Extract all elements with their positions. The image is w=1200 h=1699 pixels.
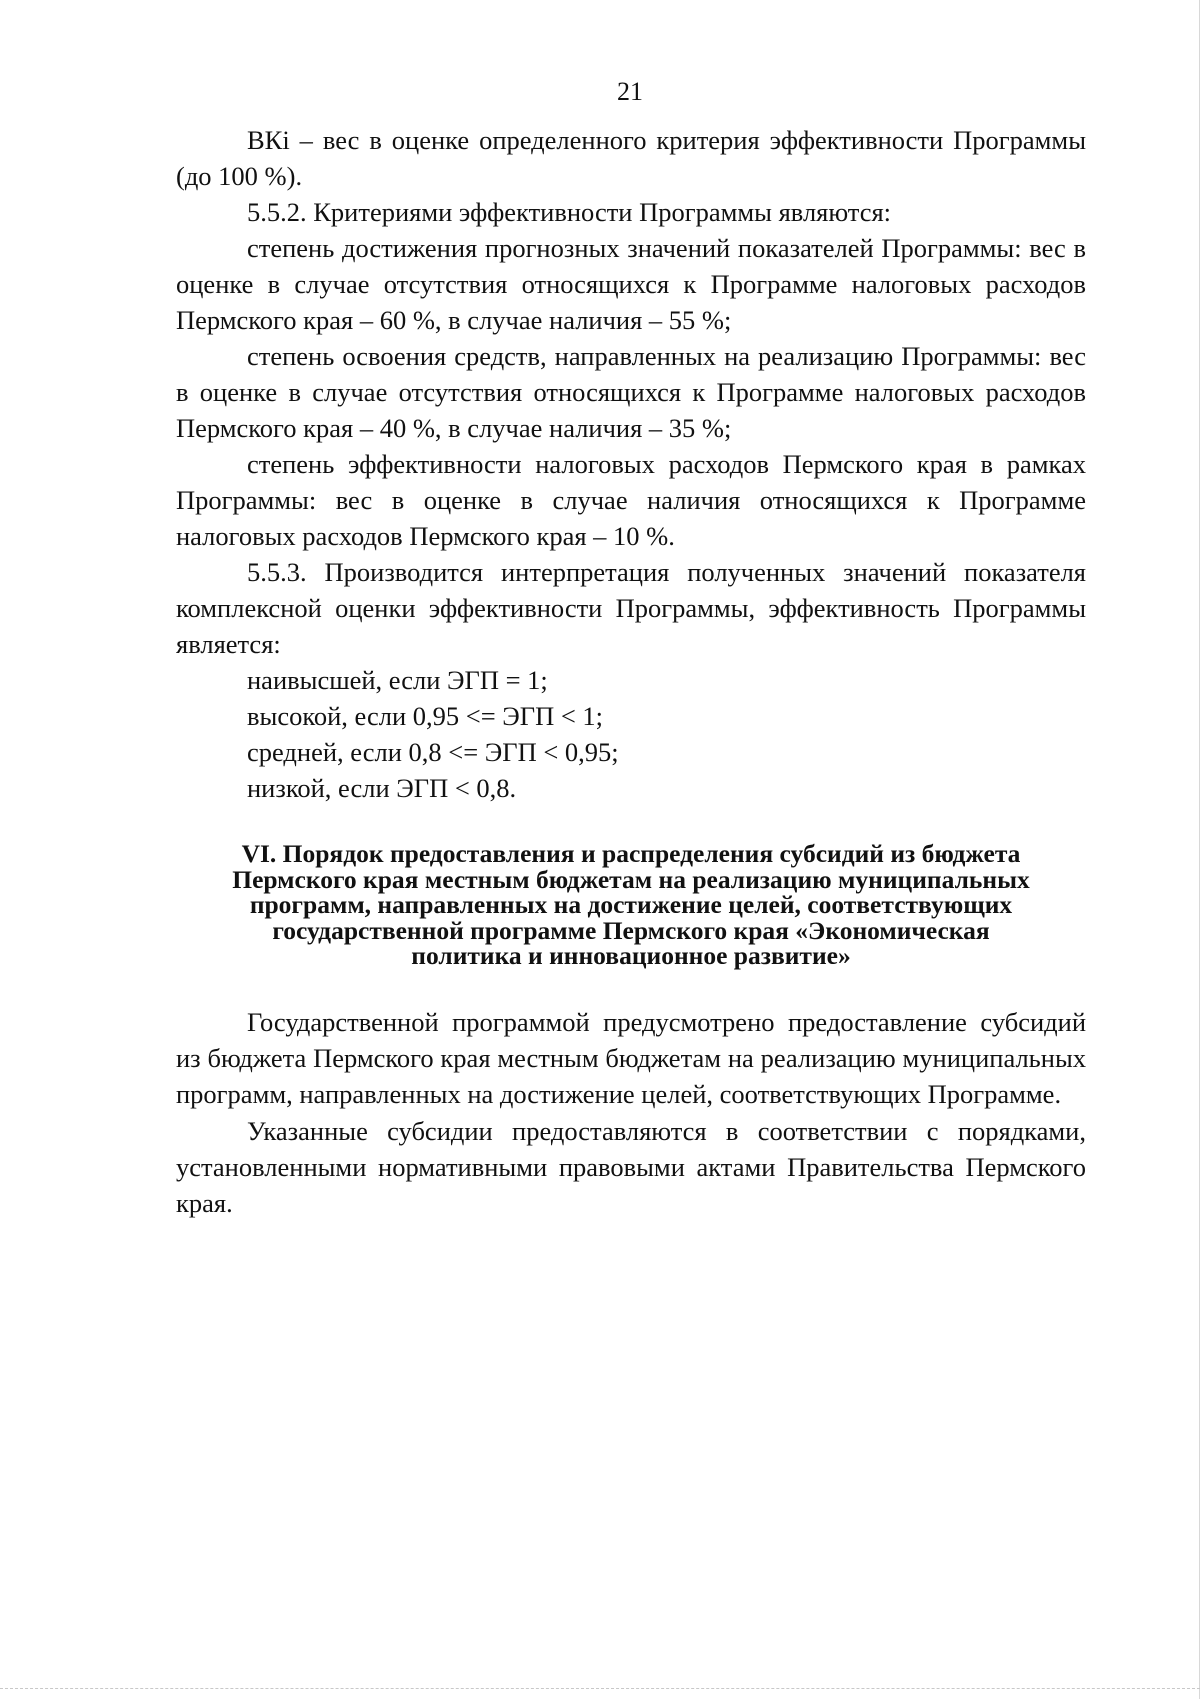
- section-heading-line: государственной программе Пермского края «Экономическая: [272, 915, 990, 945]
- paragraph-subsidies-provided: Государственной программой предусмотрено предоставление субсидий из бюджета Пермского края местным бюджетам на реализацию муниципальных программ, направленных на достижение целей, соответствующих Программе.: [176, 1007, 1086, 1109]
- paragraph-criterion-forecast: степень достижения прогнозных значений показателей Программы: вес в оценке в случае отсутствия относящихся к Программе налоговых расходов Пермского края – 60 %, в случае наличия – 55 %;: [176, 233, 1086, 335]
- grade-item: низкой, если ЭГП < 0,8.: [247, 773, 517, 803]
- section-5-text: [176, 122, 1086, 806]
- paragraph-criterion-funds: степень освоения средств, направленных на реализацию Программы: вес в оценке в случае отсутствия относящихся к Программе налоговых расходов Пермского края – 40 %, в случае наличия – 35 %;: [176, 341, 1086, 443]
- paragraph-vki-definition: ВКi – вес в оценке определенного критерия эффективности Программы (до 100 %).: [176, 125, 1086, 191]
- grade-item: средней, если 0,8 <= ЭГП < 0,95;: [247, 737, 619, 767]
- paragraph-subsidies-procedure: Указанные субсидии предоставляются в соответствии с порядками, установленными нормативными правовыми актами Правительства Пермского края.: [176, 1116, 1086, 1218]
- section-heading-line: VI. Порядок предоставления и распределения субсидий из бюджета: [241, 839, 1021, 868]
- grade-item: высокой, если 0,95 <= ЭГП < 1;: [247, 701, 604, 731]
- paragraph-interpretation: 5.5.3. Производится интерпретация полученных значений показателя комплексной оценки эффективности Программы, эффективность Программы является:: [176, 557, 1086, 659]
- scan-edge-line: [0, 1688, 1200, 1689]
- section-heading: [176, 841, 1086, 969]
- page-number: 21: [617, 77, 643, 106]
- section-6-text: [176, 1004, 1086, 1221]
- section-heading-line: политика и инновационное развитие»: [411, 941, 851, 970]
- paragraph-criteria-heading: 5.5.2. Критериями эффективности Программы являются:: [247, 197, 892, 227]
- section-heading-line: программ, направленных на достижение целей, соответствующих: [249, 890, 1013, 919]
- section-heading-line: Пермского края местным бюджетам на реализацию муниципальных: [232, 864, 1030, 894]
- grade-item: наивысшей, если ЭГП = 1;: [247, 665, 548, 695]
- paragraph-criterion-tax: степень эффективности налоговых расходов Пермского края в рамках Программы: вес в оценке в случае наличия относящихся к Программе налоговых расходов Пермского края – 10 %.: [176, 449, 1086, 551]
